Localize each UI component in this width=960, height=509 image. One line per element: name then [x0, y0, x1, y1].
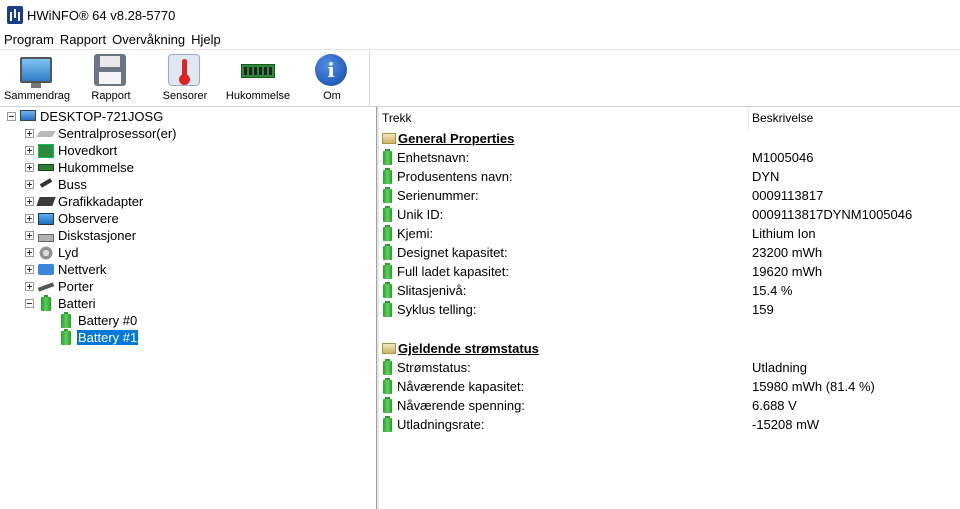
property-name: Full ladet kapasitet:: [397, 264, 510, 279]
tree-item-label: Hukommelse: [58, 160, 134, 175]
expand-toggle[interactable]: [25, 282, 34, 291]
battery-icon: [383, 170, 392, 184]
property-name: Unik ID:: [397, 207, 444, 222]
property-value: DYN: [752, 169, 780, 184]
tree-item-battery-0[interactable]: [58, 312, 138, 329]
section-folder-icon: [382, 343, 396, 354]
report-button-label: Rapport: [91, 90, 131, 102]
battery-icon: [383, 284, 392, 298]
thermometer-icon: [168, 54, 200, 86]
computer-icon: [20, 110, 36, 121]
section-title: General Properties: [398, 131, 515, 146]
tree-item-label: Nettverk: [58, 262, 107, 277]
property-name: Slitasjenivå:: [397, 283, 467, 298]
column-divider[interactable]: [748, 107, 749, 129]
expand-toggle[interactable]: [25, 180, 34, 189]
property-name: Strømstatus:: [397, 360, 471, 375]
property-name: Nåværende spenning:: [397, 398, 525, 413]
ram-icon: [38, 164, 54, 171]
property-value: 0009113817: [752, 188, 824, 203]
battery-icon: [383, 361, 392, 375]
graphics-card-icon: [36, 197, 55, 206]
list-item[interactable]: [379, 377, 960, 396]
tree-item-label: Sentralprosessor(er): [58, 126, 177, 141]
expand-toggle[interactable]: [25, 129, 34, 138]
title-bar: [0, 0, 960, 30]
property-value: 15980 mWh (81.4 %): [752, 379, 875, 394]
menu-program[interactable]: Program: [4, 32, 54, 47]
list-item[interactable]: [379, 243, 960, 262]
memory-button[interactable]: [225, 54, 291, 104]
tree-item-label: Batteri: [58, 296, 96, 311]
collapse-toggle[interactable]: [7, 112, 16, 121]
window-title: HWiNFO® 64 v8.28-5770: [27, 7, 176, 23]
tree-item-label: Lyd: [58, 245, 79, 260]
tree-item-label: Battery #0: [78, 313, 138, 328]
column-header-feature[interactable]: Trekk: [382, 111, 412, 125]
expand-toggle[interactable]: [25, 265, 34, 274]
property-value: 23200 mWh: [752, 245, 823, 260]
property-name: Produsentens navn:: [397, 169, 513, 184]
battery-icon: [383, 399, 392, 413]
device-tree[interactable]: [0, 107, 377, 509]
property-name: Serienummer:: [397, 188, 479, 203]
expand-toggle[interactable]: [25, 197, 34, 206]
column-header-description[interactable]: Beskrivelse: [752, 111, 814, 125]
battery-icon: [383, 227, 392, 241]
tree-item-audio[interactable]: [25, 244, 79, 261]
report-button[interactable]: [83, 54, 139, 104]
toolbar: [0, 49, 960, 107]
tree-item-battery-1[interactable]: [58, 329, 138, 346]
hwinfo-app-icon: [7, 6, 23, 24]
battery-icon: [383, 208, 392, 222]
tree-item-memory[interactable]: [25, 159, 135, 176]
property-value: Lithium Ion: [752, 226, 816, 241]
tree-item-label: Buss: [58, 177, 87, 192]
tree-root[interactable]: [7, 108, 164, 125]
expand-toggle[interactable]: [25, 231, 34, 240]
expand-toggle[interactable]: [25, 214, 34, 223]
battery-icon: [383, 265, 392, 279]
tree-item-cpu[interactable]: [25, 125, 178, 142]
property-name: Nåværende kapasitet:: [397, 379, 525, 394]
list-item[interactable]: [379, 167, 960, 186]
property-value: M1005046: [752, 150, 814, 165]
property-name: Kjemi:: [397, 226, 434, 241]
property-value: 15.4 %: [752, 283, 793, 298]
port-icon: [38, 282, 54, 291]
tree-root-label: DESKTOP-721JOSG: [40, 109, 164, 124]
property-value: 0009113817DYNM1005046: [752, 207, 913, 222]
battery-icon: [383, 246, 392, 260]
ram-module-icon: [241, 64, 275, 78]
tree-item-drives[interactable]: [25, 227, 137, 244]
expand-toggle[interactable]: [25, 248, 34, 257]
battery-icon: [383, 189, 392, 203]
tree-item-motherboard[interactable]: [25, 142, 118, 159]
list-item[interactable]: [379, 148, 960, 167]
expand-toggle[interactable]: [25, 146, 34, 155]
battery-icon: [383, 151, 392, 165]
info-icon: i: [315, 54, 347, 86]
memory-button-label: Hukommelse: [225, 90, 291, 102]
property-name: Enhetsnavn:: [397, 150, 470, 165]
list-item[interactable]: [379, 281, 960, 300]
list-item[interactable]: [379, 224, 960, 243]
tree-item-bus[interactable]: [25, 176, 88, 193]
list-item[interactable]: [379, 186, 960, 205]
menu-bar: [0, 30, 960, 49]
monitor-icon: [38, 213, 54, 225]
section-header-general[interactable]: [379, 129, 960, 148]
battery-icon: [41, 297, 51, 311]
property-list[interactable]: [379, 107, 960, 509]
tree-item-network[interactable]: [25, 261, 107, 278]
property-value: Utladning: [752, 360, 807, 375]
battery-icon: [383, 380, 392, 394]
speaker-icon: [38, 246, 54, 260]
battery-icon: [383, 418, 392, 432]
tree-item-label: Observere: [58, 211, 119, 226]
property-value: -15208 mW: [752, 417, 820, 432]
toolbar-separator: [369, 50, 370, 107]
battery-icon: [383, 303, 392, 317]
summary-button[interactable]: [4, 54, 70, 104]
tree-item-label: Grafikkadapter: [58, 194, 144, 209]
property-name: Designet kapasitet:: [397, 245, 508, 260]
tree-item-label: Porter: [58, 279, 94, 294]
about-button-label: Om: [323, 90, 341, 102]
tree-item-battery[interactable]: [25, 295, 97, 312]
list-item[interactable]: [379, 205, 960, 224]
tree-item-label-selected: Battery #1: [78, 330, 138, 345]
monitor-icon: [20, 57, 52, 83]
section-title: Gjeldende strømstatus: [398, 341, 539, 356]
cpu-icon: [36, 131, 55, 137]
disk-drive-icon: [38, 234, 54, 242]
menu-hjelp[interactable]: Hjelp: [191, 32, 221, 47]
menu-overvakning[interactable]: Overvåkning: [112, 32, 186, 47]
property-name: Utladningsrate:: [397, 417, 485, 432]
expand-toggle[interactable]: [25, 163, 34, 172]
battery-icon: [61, 331, 71, 345]
sensors-button-label: Sensorer: [162, 90, 208, 102]
network-icon: [38, 264, 54, 275]
property-value: 19620 mWh: [752, 264, 823, 279]
battery-icon: [61, 314, 71, 328]
section-folder-icon: [382, 133, 396, 144]
list-item[interactable]: [379, 396, 960, 415]
sensors-button[interactable]: [158, 54, 212, 104]
bus-icon: [38, 178, 54, 192]
motherboard-icon: [38, 144, 54, 158]
property-value: 159: [752, 302, 774, 317]
tree-item-graphics[interactable]: [25, 193, 144, 210]
list-item[interactable]: [379, 300, 960, 319]
tree-item-ports[interactable]: [25, 278, 94, 295]
tree-item-label: Diskstasjoner: [58, 228, 137, 243]
property-name: Syklus telling:: [397, 302, 477, 317]
summary-button-label: Sammendrag: [3, 90, 71, 102]
floppy-disk-icon: [94, 54, 126, 86]
section-header-power-status[interactable]: [379, 339, 960, 358]
list-item[interactable]: [379, 358, 960, 377]
list-item[interactable]: [379, 415, 960, 434]
tree-item-label: Hovedkort: [58, 143, 118, 158]
collapse-toggle[interactable]: [25, 299, 34, 308]
tree-item-monitors[interactable]: [25, 210, 120, 227]
list-item[interactable]: [379, 262, 960, 281]
about-button[interactable]: [312, 54, 352, 104]
menu-rapport[interactable]: Rapport: [59, 32, 107, 47]
property-value: 6.688 V: [752, 398, 797, 413]
